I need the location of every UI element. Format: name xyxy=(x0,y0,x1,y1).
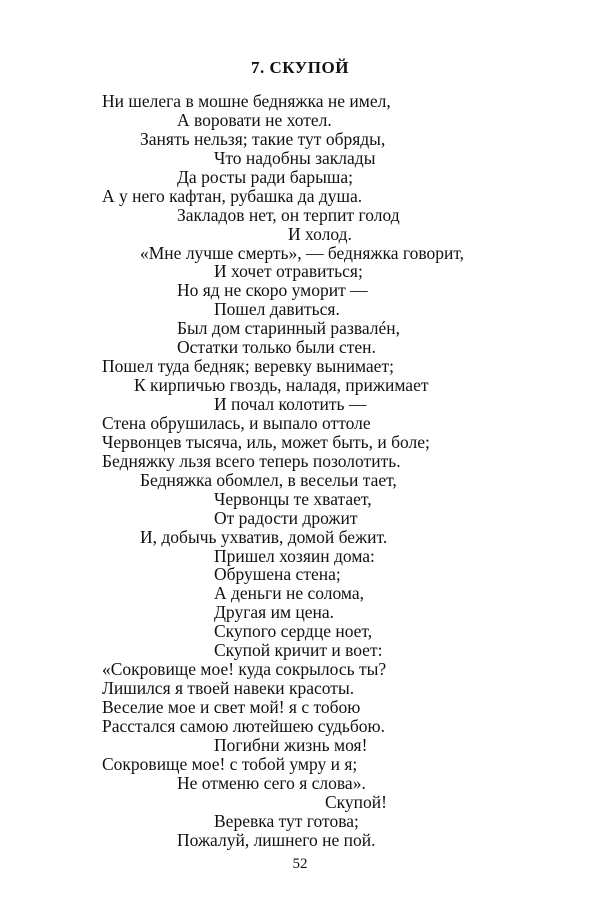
poem-line: И почал колотить — xyxy=(214,394,367,414)
poem-line: Веревка тут готова; xyxy=(214,810,359,831)
poem-line: Пошел туда бедняк; веревку вынимает; xyxy=(102,356,394,377)
poem-line: Другая им цена. xyxy=(214,602,335,623)
poem-line: И, добычь ухватив, домой бежит. xyxy=(140,526,388,547)
poem-line: Занять нельзя; такие тут обряды, xyxy=(140,128,386,149)
poem-line: Не отменю сего я слова». xyxy=(177,772,366,793)
poem-line: Остатки только были стен. xyxy=(177,337,376,358)
poem-line: Был дом старинный развалéн, xyxy=(177,318,401,339)
poem-line: Скупой кричит и воет: xyxy=(214,640,383,661)
poem-body xyxy=(0,92,600,850)
poem-title: 7. СКУПОЙ xyxy=(251,58,349,77)
poem-line: Лишился я твоей навеки красоты. xyxy=(102,678,355,699)
poem-line: Пошел давиться. xyxy=(214,299,340,320)
page-number: 52 xyxy=(292,856,308,872)
poem-line: Скупой! xyxy=(325,791,387,812)
poem-line: А у него кафтан, рубашка да душа. xyxy=(102,185,363,206)
poem-line: «Сокровище мое! куда сокрылось ты? xyxy=(102,659,387,680)
poem-line: Стена обрушилась, и выпало оттоле xyxy=(102,412,371,433)
poem-line: К кирпичью гвоздь, наладя, прижимает xyxy=(134,375,429,396)
poem-line: И холод. xyxy=(288,223,352,244)
poem-line: Закладов нет, он терпит голод xyxy=(177,204,400,225)
poem-line: Ни шелега в мошне бедняжка не имел, xyxy=(102,91,391,111)
poem-line: От радости дрожит xyxy=(214,507,358,528)
poem-line: «Мне лучше смерть», — бедняжка говорит, xyxy=(140,242,465,263)
poem-line: Скупого сердце ноет, xyxy=(214,621,373,642)
poem-line: Погибни жизнь моя! xyxy=(214,734,368,755)
poem-line: Что надобны заклады xyxy=(214,147,376,168)
poem-line: Бедняжка обомлел, в весельи тает, xyxy=(140,469,397,490)
poem-line: Бедняжку льзя всего теперь позолотить. xyxy=(102,450,401,471)
poem-line: Червонцы те хватает, xyxy=(214,488,372,509)
poem-line: Но яд не скоро уморит — xyxy=(177,280,368,301)
poem-line: Расстался самою лютейшею судьбою. xyxy=(102,715,385,736)
poem-line: Пришел хозяин дома: xyxy=(214,545,375,566)
poem-line: Пожалуй, лишнего не пой. xyxy=(177,829,376,850)
poem-line: Да росты ради барыша; xyxy=(177,166,354,187)
poem-line: А воровати не хотел. xyxy=(177,109,332,130)
poem-line: А деньги не солома, xyxy=(214,583,364,604)
poem-line: И хочет отравиться; xyxy=(214,261,363,282)
poem-line: Обрушена стена; xyxy=(214,564,341,585)
poem-line: Червонцев тысяча, иль, может быть, и боле; xyxy=(102,431,430,452)
poem-line: Сокровище мое! с тобой умру и я; xyxy=(102,753,358,774)
poem-line: Веселие мое и свет мой! я с тобою xyxy=(102,697,361,717)
